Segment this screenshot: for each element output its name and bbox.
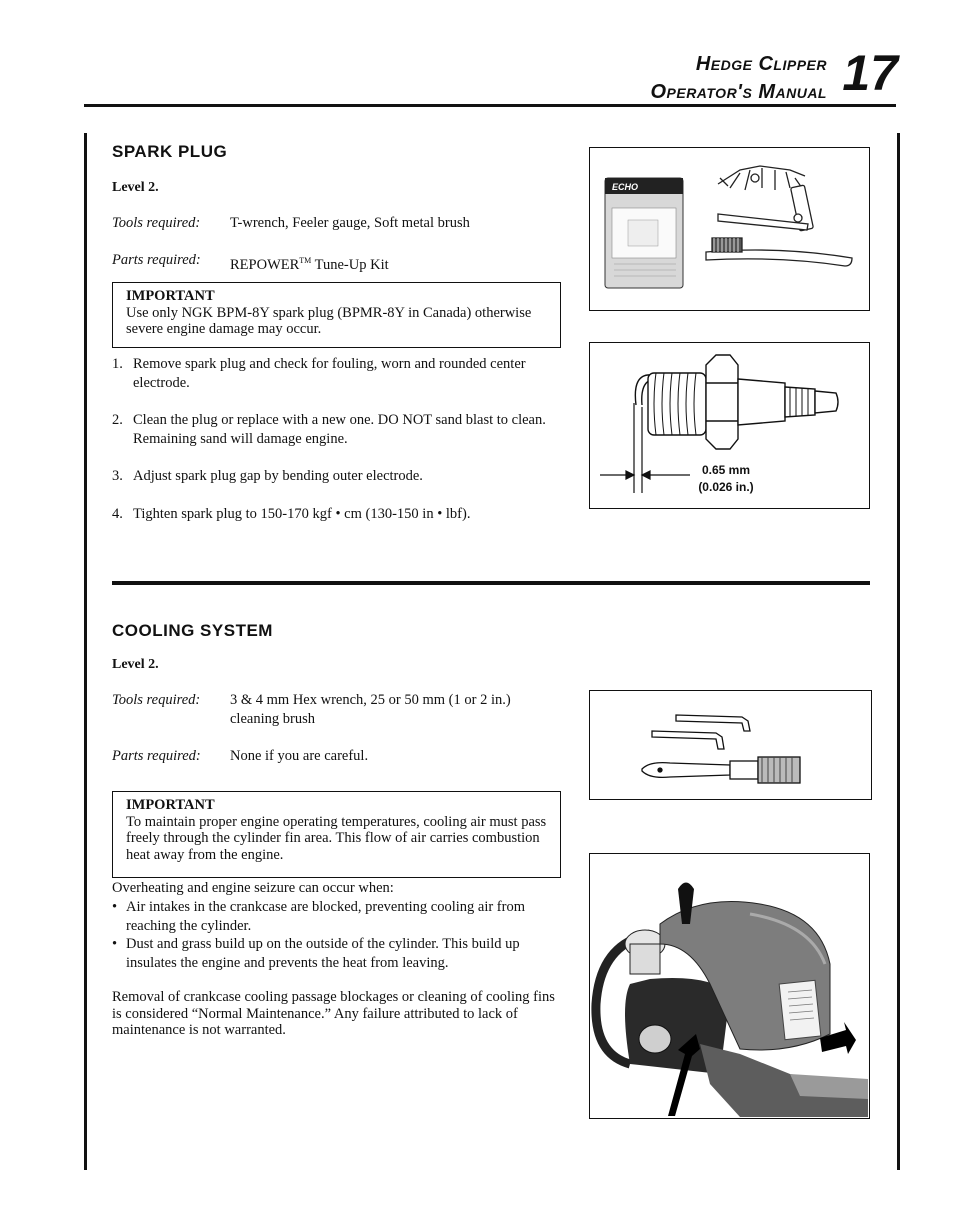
- page-number: 17: [842, 45, 898, 101]
- important-text: Use only NGK BPM-8Y spark plug (BPMR-8Y in Canada) otherwise severe engine damage may occur.: [126, 304, 532, 337]
- header-divider: [84, 104, 896, 107]
- step-item: 1. Remove spark plug and check for fouling, worn and rounded center electrode.: [112, 356, 526, 391]
- cooling-intro: Overheating and engine seizure can occur when:: [112, 880, 394, 896]
- step-item: 3. Adjust spark plug gap by bending outer electrode.: [112, 468, 423, 484]
- trademark-mark: TM: [299, 256, 312, 265]
- t-wrench-icon: [718, 185, 813, 231]
- metal-brush-icon: [706, 238, 852, 266]
- manual-title-line1: Hedge Clipper: [695, 53, 827, 75]
- right-margin-rule: [897, 133, 900, 1170]
- cooling-closing-paragraph: Removal of crankcase cooling passage blockages or cleaning of cooling fins is considered “Normal Maintenance.” Any failure attributed to lack of maintenance is not warranted.: [112, 989, 555, 1038]
- cleaning-brush-icon: [642, 757, 800, 783]
- list-item: • Air intakes in the crankcase are blocked, preventing cooling air from reaching the cylinder.: [112, 899, 525, 934]
- hex-wrench-3mm-icon: [652, 731, 724, 749]
- left-margin-rule: [84, 133, 87, 1170]
- cooling-tools-illustration: [590, 691, 870, 798]
- section-title-cooling-system: COOLING SYSTEM: [112, 621, 273, 640]
- gap-measurement-label: [678, 462, 774, 496]
- spark-plug-level: Level 2.: [112, 180, 159, 195]
- figure-spark-plug-gap: [589, 342, 870, 509]
- spark-plug-parts-label: Parts required:: [112, 252, 201, 268]
- cooling-important-box: [112, 791, 561, 878]
- cooling-tools-label: Tools required:: [112, 692, 201, 708]
- tune-up-kit-illustration: [590, 148, 868, 309]
- manual-title: [650, 50, 827, 106]
- gap-measurement-in: (0.026 in.): [698, 480, 754, 494]
- spark-plug-tools-label: Tools required:: [112, 215, 201, 231]
- important-heading: IMPORTANT: [126, 797, 215, 813]
- list-item: • Dust and grass build up on the outside of the cylinder. This build up insulates the engine and prevents the heat from leaving.: [112, 936, 520, 971]
- kit-brand-label: ECHO: [612, 182, 639, 192]
- figure-tune-up-kit-tools: [589, 147, 870, 311]
- cooling-parts-label: Parts required:: [112, 748, 201, 764]
- cooling-parts-value: None if you are careful.: [230, 748, 369, 764]
- engine-photo-illustration: [590, 854, 868, 1117]
- cooling-tools-value: 3 & 4 mm Hex wrench, 25 or 50 mm (1 or 2 in.) cleaning brush: [230, 692, 511, 727]
- manual-title-line2: Operator's Manual: [650, 81, 827, 103]
- step-item: 4. Tighten spark plug to 150-170 kgf • cm (130-150 in • lbf).: [112, 506, 471, 522]
- section-title-spark-plug: SPARK PLUG: [112, 142, 228, 161]
- step-item: 2. Clean the plug or replace with a new one. DO NOT sand blast to clean. Remaining sand will damage engine.: [112, 412, 546, 447]
- spark-plug-parts-value: REPOWER™ Tune-Up Kit: [230, 256, 389, 273]
- cooling-level: Level 2.: [112, 657, 159, 672]
- spark-plug-important-box: [112, 282, 561, 348]
- important-text: To maintain proper engine operating temperatures, cooling air must pass freely through the cylinder fin area. This flow of air carries combustion heat away from the engine.: [126, 813, 547, 863]
- important-heading: IMPORTANT: [126, 288, 215, 304]
- gap-measurement-mm: 0.65 mm: [701, 463, 751, 477]
- hex-wrench-4mm-icon: [676, 715, 750, 731]
- figure-hex-wrenches-brush: [589, 690, 872, 800]
- feeler-gauge-icon: [718, 166, 805, 190]
- section-divider: [112, 581, 870, 585]
- spark-plug-tools-value: T-wrench, Feeler gauge, Soft metal brush: [230, 215, 470, 231]
- figure-engine-cooling-airflow: [589, 853, 870, 1119]
